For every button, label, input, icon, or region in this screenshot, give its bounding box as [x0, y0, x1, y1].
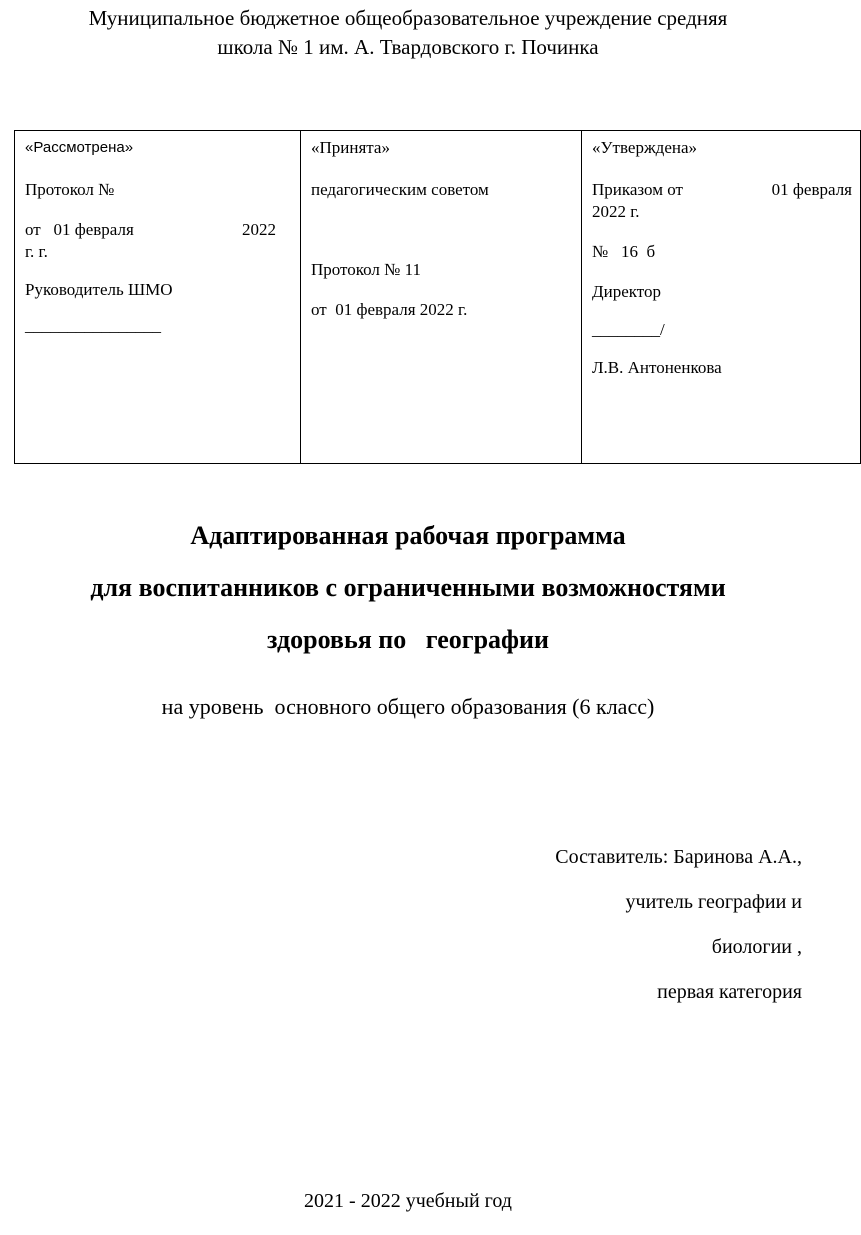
- approved-order-year: 2022 г.: [592, 202, 640, 221]
- approved-order-date: 01 февраля: [771, 180, 852, 199]
- author-line-3: биологии ,: [711, 936, 802, 958]
- author-block: [555, 845, 802, 1025]
- reviewed-signature-line: ________________: [25, 316, 161, 335]
- school-name-line-1: Муниципальное бюджетное общеобразовательное учреждение средняя: [88, 6, 728, 30]
- reviewed-date: [25, 219, 292, 241]
- reviewed-date-day: от 01 февраля: [25, 220, 134, 239]
- accepted-council: педагогическим советом: [311, 180, 489, 199]
- author-line-2: учитель географии и: [625, 891, 802, 913]
- academic-year: 2021 - 2022 учебный год: [304, 1190, 512, 1212]
- reviewed-date-year: 2022: [242, 220, 276, 239]
- approved-order: [592, 179, 852, 201]
- approved-order-number: № 16 б: [592, 242, 656, 261]
- reviewed-cell: [15, 131, 301, 464]
- author-line-4: первая категория: [657, 981, 802, 1003]
- approval-row: [15, 131, 861, 464]
- program-title: [0, 510, 816, 666]
- reviewed-protocol: Протокол №: [25, 180, 115, 199]
- approved-signature-line: ________/: [592, 320, 665, 339]
- reviewed-date-cont: г. г.: [25, 242, 48, 261]
- accepted-date: от 01 февраля 2022 г.: [311, 300, 468, 319]
- program-title-line-2: для воспитанников с ограниченными возможностями: [90, 573, 726, 602]
- reviewed-head: Руководитель ШМО: [25, 280, 173, 299]
- author-line-1: Составитель: Баринова А.А.,: [555, 846, 802, 868]
- school-name-line-2: школа № 1 им. А. Твардовского г. Починка: [217, 35, 599, 59]
- approved-director-name: Л.В. Антоненкова: [592, 358, 722, 377]
- reviewed-title: «Рассмотрена»: [25, 139, 134, 156]
- accepted-protocol: Протокол № 11: [311, 260, 422, 279]
- program-title-line-1: Адаптированная рабочая программа: [190, 521, 626, 550]
- accepted-title: «Принята»: [311, 138, 390, 157]
- approved-title: «Утверждена»: [592, 138, 698, 157]
- program-title-line-3: здоровья по географии: [266, 625, 549, 654]
- program-subtitle: на уровень основного общего образования (6 класс): [161, 694, 655, 719]
- approval-table: [14, 130, 861, 464]
- accepted-cell: [301, 131, 582, 464]
- approved-order-label: Приказом от: [592, 180, 683, 199]
- approved-cell: [582, 131, 861, 464]
- approved-director: Директор: [592, 282, 661, 301]
- school-header: [0, 4, 816, 62]
